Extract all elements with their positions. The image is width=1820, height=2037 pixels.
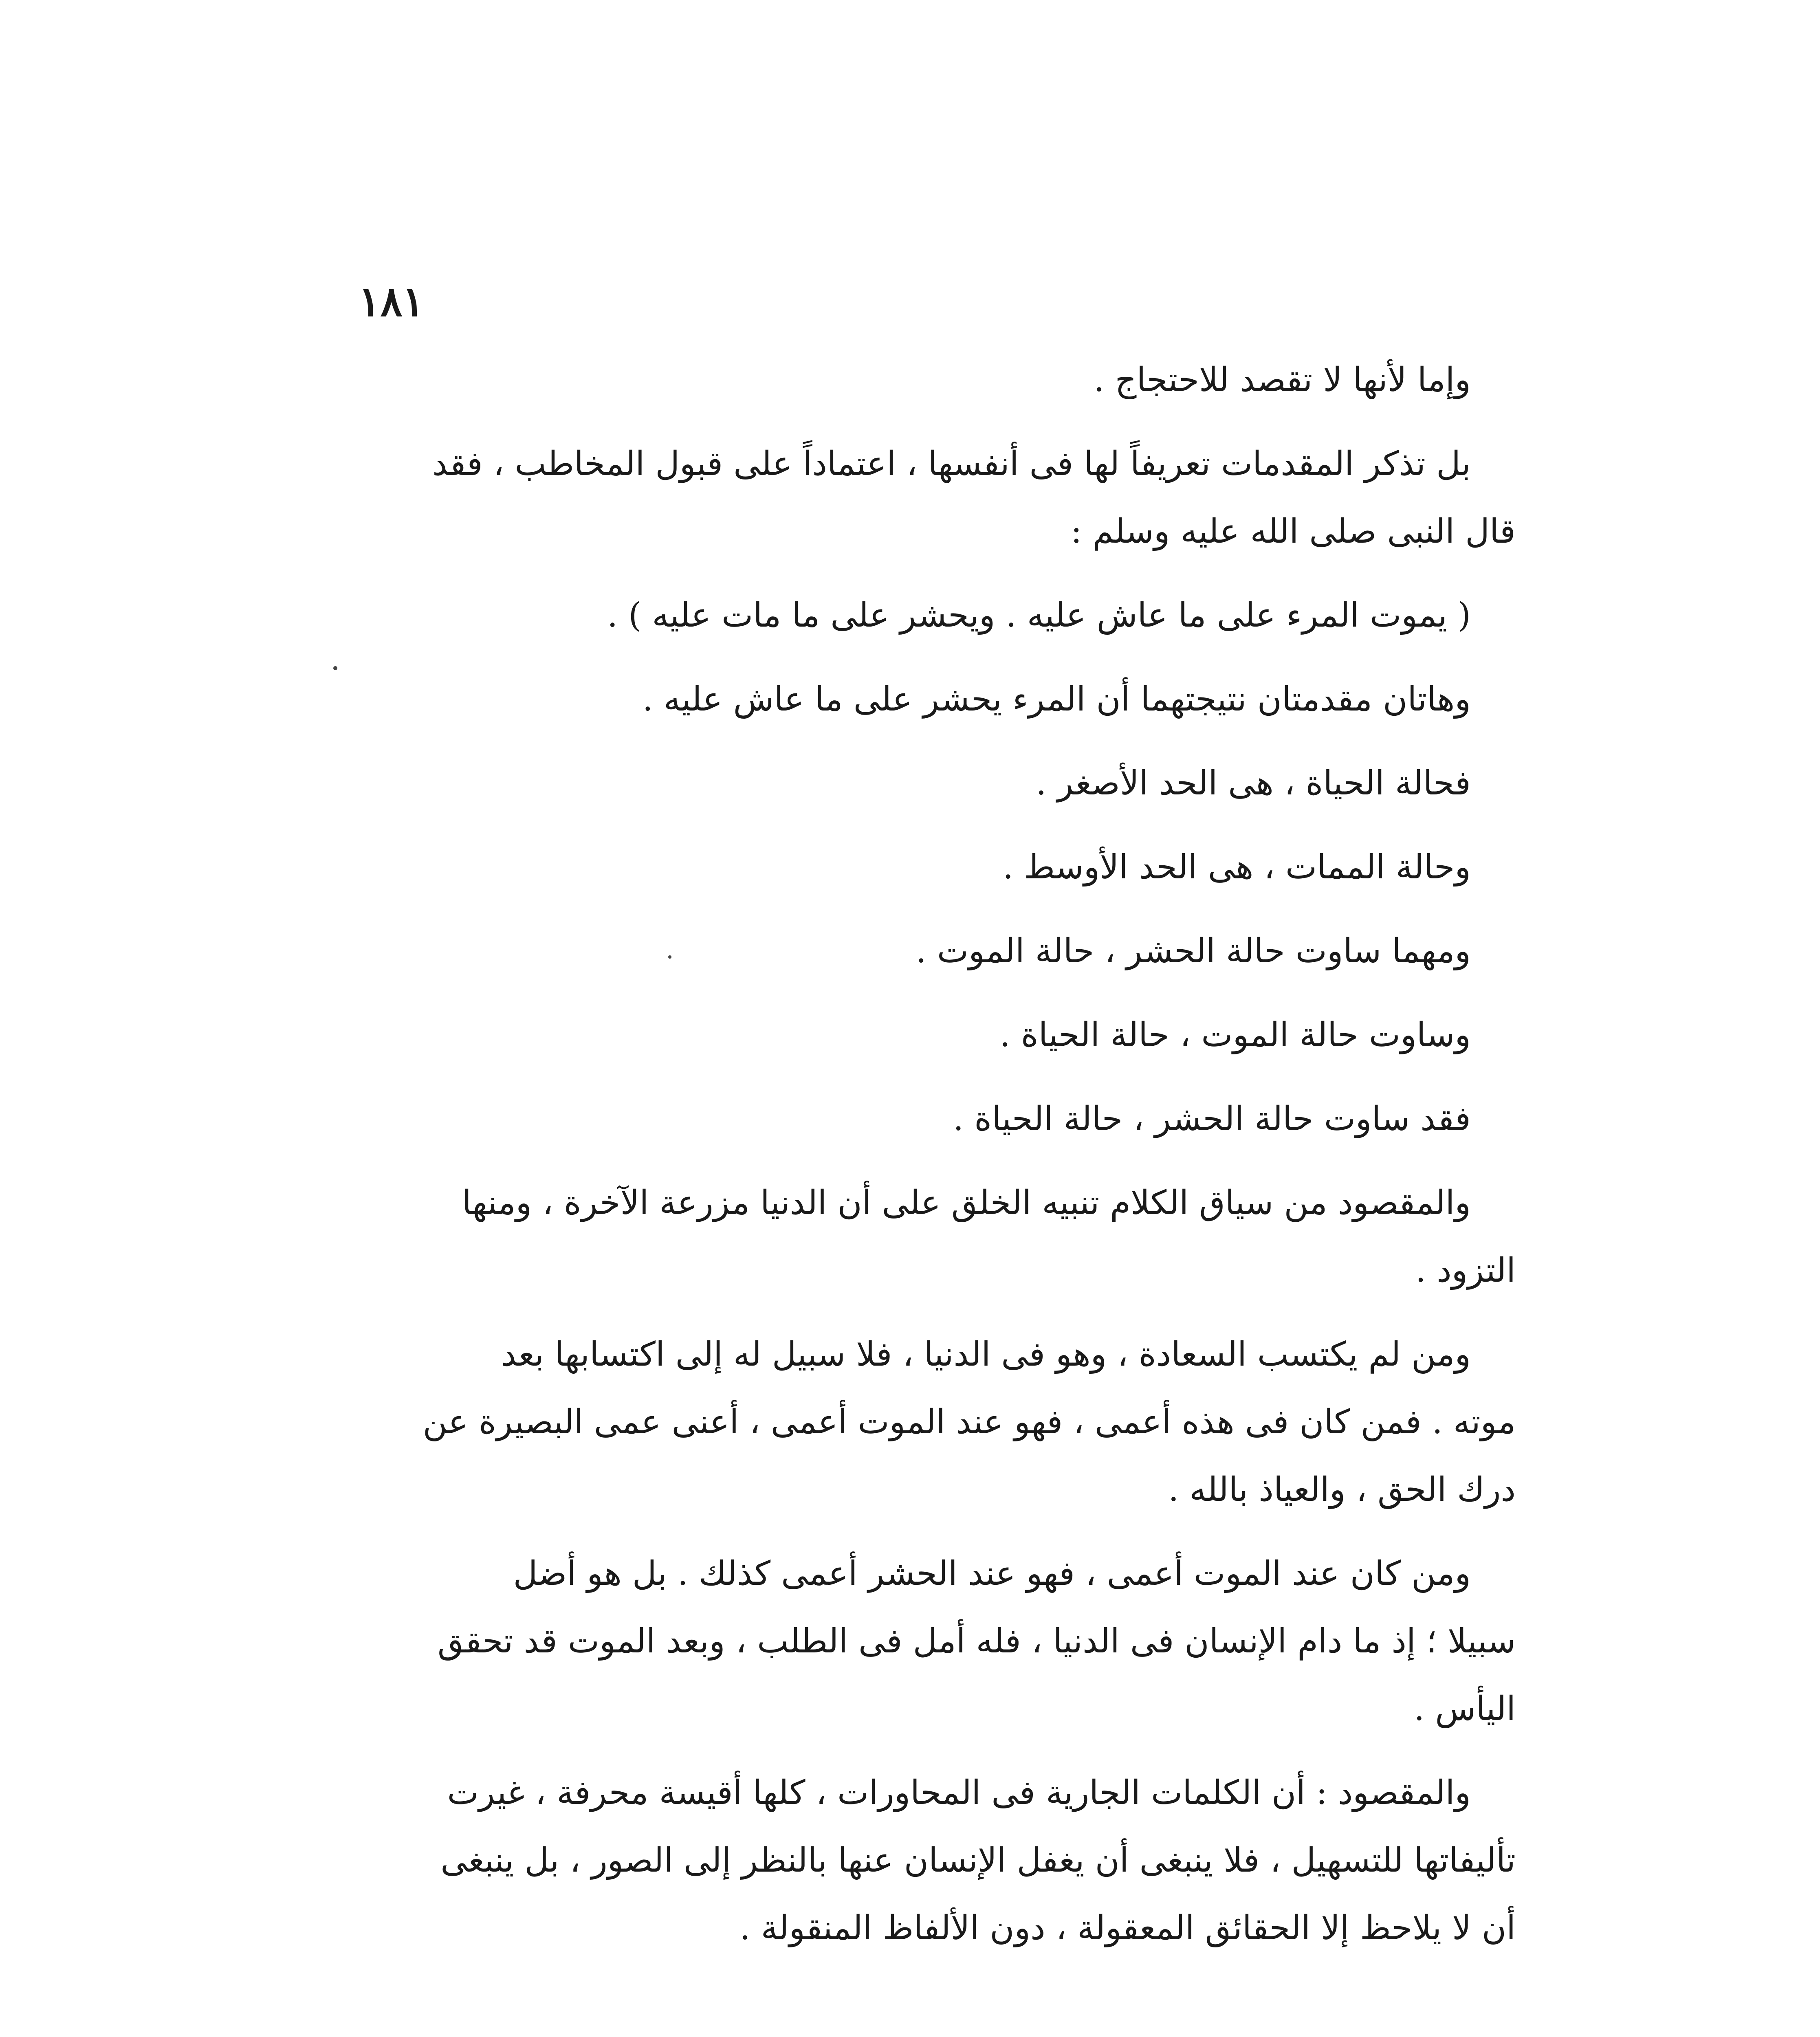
text-line: وهاتان مقدمتان نتيجتهما أن المرء يحشر على ما عاش عليه . [642,680,1471,719]
text-line: موته . فمن كان فى هذه أعمى ، فهو عند الموت أعمى ، أعنى عمى البصيرة عن [423,1403,1516,1441]
paragraph-11 [350,1321,1516,1524]
text-line: درك الحق ، والعياذ بالله . [1168,1470,1516,1509]
paragraph-9 [350,1085,1516,1153]
text-line: ومن كان عند الموت أعمى ، فهو عند الحشر أعمى كذلك . بل هو أضل [513,1554,1471,1593]
page-number: ١٨١ [359,277,425,326]
paragraph-2 [350,430,1516,565]
text-line: ومهما ساوت حالة الحشر ، حالة الموت . [916,932,1471,970]
paragraph-12 [350,1540,1516,1743]
text-line: سبيلا ؛ إذ ما دام الإنسان فى الدنيا ، فله أمل فى الطلب ، وبعد الموت قد تحقق [437,1622,1516,1661]
paragraph-4 [350,666,1516,733]
text-line: ( يموت المرء على ما عاش عليه . ويحشر على ما مات عليه ) . [607,596,1471,635]
paragraph-6 [350,834,1516,901]
text-line: التزود . [1415,1251,1516,1290]
paragraph-13 [350,1759,1516,1962]
paragraph-10 [350,1169,1516,1304]
text-line: بل تذكر المقدمات تعريفاً لها فى أنفسها ، اعتماداً على قبول المخاطب ، فقد [432,444,1471,483]
text-line: تأليفاتها للتسهيل ، فلا ينبغى أن يغفل الإنسان عنها بالنظر إلى الصور ، بل ينبغى [440,1841,1516,1880]
text-line: فقد ساوت حالة الحشر ، حالة الحياة . [953,1100,1471,1138]
ink-speck [333,666,337,670]
paragraph-5 [350,750,1516,817]
text-line: ومن لم يكتسب السعادة ، وهو فى الدنيا ، فلا سبيل له إلى اكتسابها بعد [501,1335,1471,1374]
text-line: قال النبى صلى الله عليه وسلم : [1070,512,1516,551]
paragraph-1 [350,346,1516,414]
body-text [350,346,1516,1978]
paragraph-7 [350,917,1516,985]
text-line: فحالة الحياة ، هى الحد الأصغر . [1036,764,1471,803]
text-line: والمقصود : أن الكلمات الجارية فى المحاورات ، كلها أقيسة محرفة ، غيرت [447,1773,1471,1812]
text-line: وإما لأنها لا تقصد للاحتجاج . [1094,361,1471,399]
text-line: أن لا يلاحظ إلا الحقائق المعقولة ، دون الألفاظ المنقولة . [739,1909,1516,1947]
text-line: وساوت حالة الموت ، حالة الحياة . [999,1016,1471,1054]
paragraph-8 [350,1001,1516,1069]
text-line: وحالة الممات ، هى الحد الأوسط . [1003,848,1471,887]
paragraph-3-quote [350,582,1516,649]
text-line: اليأس . [1414,1689,1516,1728]
text-line: والمقصود من سياق الكلام تنبيه الخلق على أن الدنيا مزرعة الآخرة ، ومنها [462,1183,1471,1222]
